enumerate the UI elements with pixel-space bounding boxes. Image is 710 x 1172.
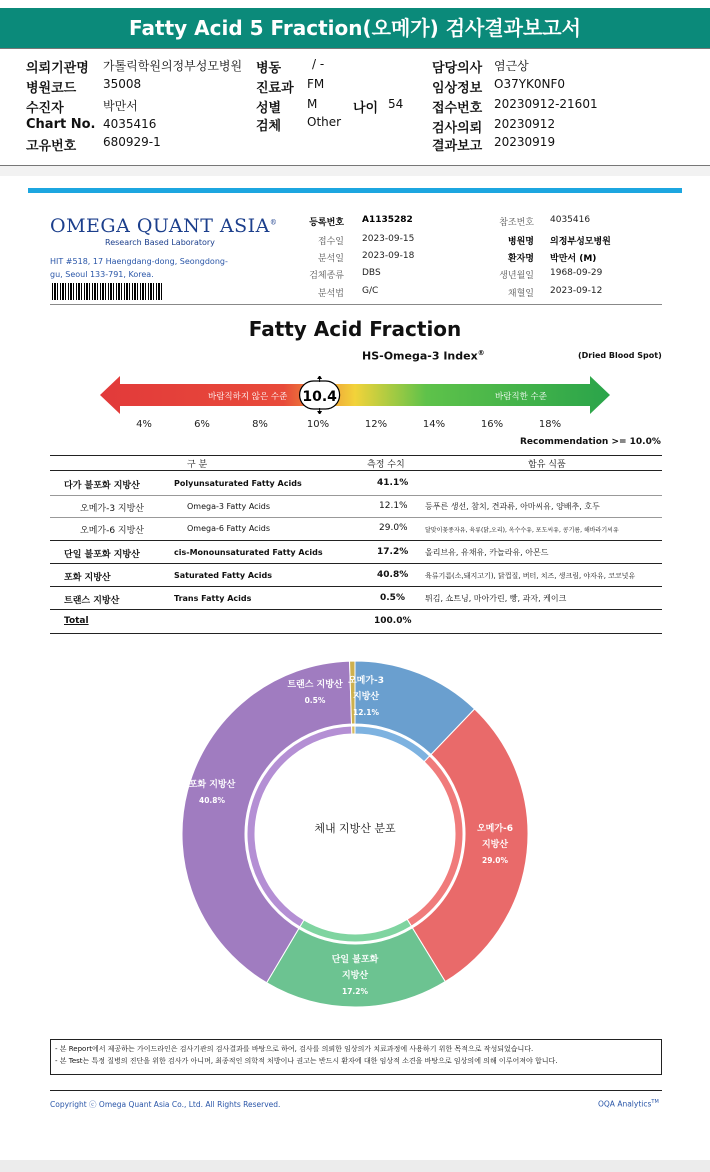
page-bottom-band xyxy=(0,1160,710,1172)
label-requesting-institution: 의뢰기관명 xyxy=(26,61,89,76)
section-title: Fatty Acid Fraction xyxy=(248,317,462,341)
row-rule xyxy=(50,540,662,541)
index-value: 10.4 xyxy=(302,389,337,405)
row-omega6-value: 29.0% xyxy=(379,523,408,533)
scale-tick: 6% xyxy=(194,419,210,430)
scale-tick: 4% xyxy=(136,419,152,430)
label-reference-no: 참조번호 xyxy=(499,218,534,228)
lab-report: OMEGA QUANT ASIA® Research Based Laboratory HIT #518, 17 Haengdang-dong, Seongdong-gu, Seoul 133-791, Korea. 등록번호 A1135282 접수일 2023-09-15 분석일 2023-09-18 검체종류 DBS 분석법 G/C 참조번호 4035416 병원명 의정부성모병원 환자명 박만서 (M) 생년월일 1968-09-29 채혈일 2023-09-12 Fatty Acid Fraction HS-Omega-3 Index® (Dried Blood Spot) 바람직하지 않은 수준 바람직한 수준 10.4 4% 6% 8% 10% 12% 14% 16% 18% Recommendation >= 10.0% 구 분 측정 수치 함유 식품 다가 불포화 지방산 Polyunsaturated Fatty Acids 41.1% 오메가-3 지방산 Omega-3 Fatty Acids 12.1% 등푸른 생선, 참치, 견과류, 아마씨유, 양배추, 호두 오메가-6 지방산 Omega-6 Fatty Acids 29.0% 달맞이꽃종자유, 육류(닭,오리), 옥수수유, 포도씨유, 콩기름, 해바라기씨유 단일 불포화 지방산 cis-Monounsaturated Fatty Acids 17.2% 올리브유, 유채유, 카놀라유, 아몬드 포화 지방산 Saturated Fatty Acids 40.8% 육류기름(소,돼지고기), 닭껍질, 버터, 치즈, 생크림, 야자유, 코코넛유 트랜스 지방산 Trans Fatty Acids 0.5% 튀김, 쇼트닝, 마아가린, 빵, 과자, 케이크 Total 100.0% 오메가-3 지방산 12.1% 오메가-6 지방산 29.0% 단일 불포화 지방산 17.2% 포화 지방산 40.8% 트랜스 지방산 0.5% 체내 지방산 분포 - 본 Report에서 제공하는 가이드라인은 검사기관의 검사결과를 바탕으로 하여, 검사를 의뢰한 임상의가 치료과정에 사용하기 위한 목적으로 작성되었습니다. - 본 Test는 특정 질병의 진단을 위한 검사가 아니며, 최종적인 의학적 처방이나 권고는 반드시 환자에 대한 임상적 소견을 바탕으로 임상의에 의해 이루어져야 합니다. Copyright ⓒ Omega Quant Asia Co., Ltd. All Rights Reserved. OQA Analytics™ xyxy=(0,193,710,1143)
row-sfa-ko: 포화 지방산 xyxy=(64,573,111,583)
value-registration-no: A1135282 xyxy=(362,215,413,225)
row-omega6-foods: 달맞이꽃종자유, 육류(닭,오리), 옥수수유, 포도씨유, 콩기름, 해바라기씨유 xyxy=(425,527,619,534)
row-omega3-ko: 오메가-3 지방산 xyxy=(80,504,144,514)
row-total-label: Total xyxy=(64,616,89,626)
value-receipt-date: 2023-09-15 xyxy=(362,234,415,244)
row-total-value: 100.0% xyxy=(374,616,412,626)
row-pufa-value: 41.1% xyxy=(377,478,409,488)
lab-address: HIT #518, 17 Haengdang-dong, Seongdong-gu, Seoul 133-791, Korea. xyxy=(50,257,228,279)
label-omega6: 오메가-6 지방산 29.0% xyxy=(476,824,514,865)
value-ward: / - xyxy=(312,57,325,71)
value-sex: M xyxy=(307,97,318,111)
row-rule xyxy=(50,609,662,610)
value-method: G/C xyxy=(362,286,379,296)
row-rule xyxy=(50,517,662,518)
row-mufa-value: 17.2% xyxy=(377,547,409,557)
footer-rule xyxy=(50,1090,662,1091)
label-test-requested: 검사의뢰 xyxy=(432,121,483,136)
row-omega6-en: Omega-6 Fatty Acids xyxy=(187,524,271,533)
copyright: Copyright ⓒ Omega Quant Asia Co., Ltd. All Rights Reserved. xyxy=(50,1100,281,1109)
label-saturated: 포화 지방산 40.8% xyxy=(188,780,236,805)
report-title: Fatty Acid 5 Fraction(오메가) 검사결과보고서 xyxy=(0,8,710,48)
label-specimen-type: 검체종류 xyxy=(309,271,344,281)
value-requesting-institution: 가톨릭학원의정부성모병원 xyxy=(103,59,243,73)
row-tfa-ko: 트랜스 지방산 xyxy=(64,596,120,606)
row-tfa-value: 0.5% xyxy=(380,593,405,603)
value-result-reported: 20230919 xyxy=(494,135,556,149)
header-divider xyxy=(50,304,662,305)
table-top-rule xyxy=(50,455,662,456)
value-blood-draw-date: 2023-09-12 xyxy=(550,286,603,296)
label-registration-no: 등록번호 xyxy=(309,218,344,228)
disclaimer-box xyxy=(50,1039,662,1075)
row-pufa-en: Polyunsaturated Fatty Acids xyxy=(174,479,302,488)
row-mufa-foods: 올리브유, 유채유, 카놀라유, 아몬드 xyxy=(425,548,549,557)
scale-tick: 16% xyxy=(480,419,504,430)
value-birth-date: 1968-09-29 xyxy=(550,268,603,278)
label-blood-draw-date: 채혈일 xyxy=(507,289,534,299)
index-name: HS-Omega-3 Index® xyxy=(362,349,485,363)
omega3-index-scale xyxy=(100,376,610,414)
value-patient-name: 박만서 (M) xyxy=(550,254,597,264)
value-unique-no: 680929-1 xyxy=(103,135,161,149)
row-mufa-en: cis-Monounsaturated Fatty Acids xyxy=(174,548,323,557)
label-examinee: 수진자 xyxy=(26,101,64,116)
label-analysis-date: 분석일 xyxy=(317,254,344,264)
label-ward: 병동 xyxy=(256,61,282,76)
scale-tick: 8% xyxy=(252,419,268,430)
lab-logo: OMEGA QUANT ASIA® xyxy=(50,215,278,237)
lab-tagline: Research Based Laboratory xyxy=(105,238,215,247)
table-header-rule xyxy=(50,470,662,471)
value-hospital-code: 35008 xyxy=(103,77,142,91)
row-omega3-foods: 등푸른 생선, 참치, 견과류, 아마씨유, 양배추, 호두 xyxy=(425,502,600,511)
label-department: 진료과 xyxy=(256,81,294,96)
recommendation: Recommendation >= 10.0% xyxy=(520,437,661,447)
brand: OQA Analytics™ xyxy=(598,1099,659,1109)
label-hospital-code: 병원코드 xyxy=(26,81,77,96)
value-hospital-name: 의정부성모병원 xyxy=(550,237,611,247)
row-omega3-value: 12.1% xyxy=(379,501,408,511)
header-category: 구 분 xyxy=(187,460,208,470)
row-sfa-value: 40.8% xyxy=(377,570,409,580)
value-analysis-date: 2023-09-18 xyxy=(362,251,415,261)
table-bottom-rule xyxy=(50,633,662,634)
row-sfa-en: Saturated Fatty Acids xyxy=(174,571,272,580)
barcode xyxy=(52,283,164,300)
value-test-requested: 20230912 xyxy=(494,117,556,131)
value-specimen-type: DBS xyxy=(362,268,381,278)
label-specimen: 검체 xyxy=(256,119,282,134)
label-age: 나이 xyxy=(353,101,379,116)
scale-tick: 12% xyxy=(364,419,388,430)
row-rule xyxy=(50,495,662,496)
row-omega3-en: Omega-3 Fatty Acids xyxy=(187,502,271,511)
value-examinee: 박만서 xyxy=(103,99,138,113)
header-foods: 함유 식품 xyxy=(528,460,566,470)
row-sfa-foods: 육류기름(소,돼지고기), 닭껍질, 버터, 치즈, 생크림, 야자유, 코코넛유 xyxy=(425,572,636,580)
inner-ring-slice xyxy=(352,726,355,734)
label-patient-name: 환자명 xyxy=(507,254,534,264)
specimen-note: (Dried Blood Spot) xyxy=(578,351,662,360)
label-birth-date: 생년월일 xyxy=(499,271,534,281)
patient-info xyxy=(0,48,710,166)
label-omega3: 오메가-3 지방산 12.1% xyxy=(347,676,385,717)
label-chart-no: Chart No. xyxy=(26,117,96,132)
value-chart-no: 4035416 xyxy=(103,117,157,131)
label-hospital-name: 병원명 xyxy=(507,237,534,247)
value-age: 54 xyxy=(388,97,404,111)
scale-tick: 14% xyxy=(422,419,446,430)
label-result-reported: 결과보고 xyxy=(432,139,483,154)
row-mufa-ko: 단일 불포화 지방산 xyxy=(64,550,140,560)
row-tfa-foods: 튀김, 쇼트닝, 마아가린, 빵, 과자, 케이크 xyxy=(425,594,567,603)
row-tfa-en: Trans Fatty Acids xyxy=(174,594,252,603)
label-method: 분석법 xyxy=(317,289,344,299)
value-receipt-no: 20230912-21601 xyxy=(494,97,598,111)
value-physician: 염근상 xyxy=(494,59,529,73)
label-receipt-date: 접수일 xyxy=(317,237,344,247)
label-clinical-info: 임상정보 xyxy=(432,81,483,96)
index-marker xyxy=(300,376,340,414)
value-department: FM xyxy=(307,77,325,91)
label-unique-no: 고유번호 xyxy=(26,139,77,154)
scale-tick: 18% xyxy=(538,419,562,430)
label-physician: 담당의사 xyxy=(432,61,483,76)
label-trans: 트랜스 지방산 0.5% xyxy=(287,680,343,705)
row-pufa-ko: 다가 불포화 지방산 xyxy=(64,481,140,491)
header-value: 측정 수치 xyxy=(367,460,405,470)
value-reference-no: 4035416 xyxy=(550,215,591,225)
good-level-label: 바람직한 수준 xyxy=(495,392,547,402)
bad-level-label: 바람직하지 않은 수준 xyxy=(208,392,288,402)
label-mono: 단일 불포화 지방산 17.2% xyxy=(331,955,379,996)
label-sex: 성별 xyxy=(256,101,282,116)
value-specimen: Other xyxy=(307,115,342,129)
row-omega6-ko: 오메가-6 지방산 xyxy=(80,526,144,536)
disclaimer-line-2: - 본 Test는 특정 질병의 진단을 위한 검사가 아니며, 최종적인 의학적 처방이나 권고는 반드시 환자에 대한 임상적 소견을 바탕으로 임상의에 의해 이루어져야 합니다. xyxy=(55,1057,558,1065)
label-receipt-no: 접수번호 xyxy=(432,101,483,116)
row-rule xyxy=(50,563,662,564)
disclaimer-line-1: - 본 Report에서 제공하는 가이드라인은 검사기관의 검사결과를 바탕으로 하여, 검사를 의뢰한 임상의가 치료과정에 사용하기 위한 목적으로 작성되었습니다. xyxy=(55,1045,534,1053)
row-rule xyxy=(50,586,662,587)
value-clinical-info: O37YK0NF0 xyxy=(494,77,566,91)
scale-tick: 10% xyxy=(306,419,330,430)
section-divider xyxy=(0,166,710,176)
